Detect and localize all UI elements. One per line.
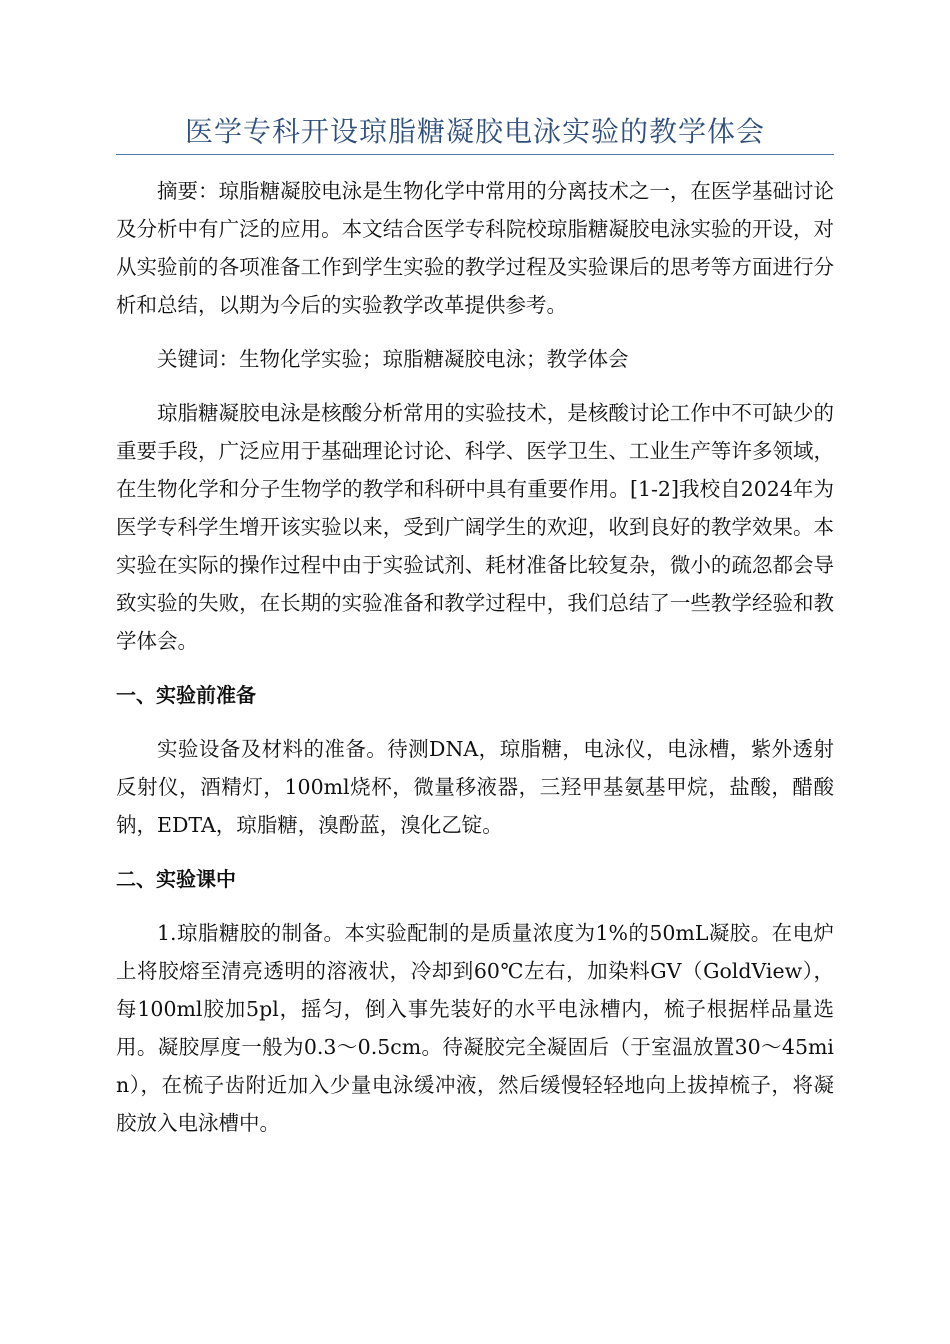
title-underline [116, 154, 834, 155]
preparation-paragraph: 实验设备及材料的准备。待测DNA，琼脂糖，电泳仪，电泳槽，紫外透射反射仪，酒精灯，100ml烧杯，微量移液器，三羟甲基氨基甲烷，盐酸，醋酸钠，EDTA，琼脂糖，溴酚蓝，溴化乙锭。 [116, 737, 834, 837]
intro-paragraph: 琼脂糖凝胶电泳是核酸分析常用的实验技术，是核酸讨论工作中不可缺少的重要手段，广泛应用于基础理论讨论、科学、医学卫生、工业生产等许多领域，在生物化学和分子生物学的教学和科研中具有重要作用。[1-2]我校自2024年为医学专科学生增开该实验以来，受到广阔学生的欢迎，收到良好的教学效果。本实验在实际的操作过程中由于实验试剂、耗材准备比较复杂，微小的疏忽都会导致实验的失败，在长期的实验准备和教学过程中，我们总结了一些教学经验和教学体会。 [116, 401, 834, 653]
abstract-paragraph: 摘要：琼脂糖凝胶电泳是生物化学中常用的分离技术之一，在医学基础讨论及分析中有广泛的应用。本文结合医学专科院校琼脂糖凝胶电泳实验的开设，对从实验前的各项准备工作到学生实验的教学过程及实验课后的思考等方面进行分析和总结，以期为今后的实验教学改革提供参考。 [116, 179, 834, 317]
keywords-paragraph: 关键词：生物化学实验；琼脂糖凝胶电泳；教学体会 [157, 347, 629, 371]
document-body [116, 172, 834, 1142]
document-title: 医学专科开设琼脂糖凝胶电泳实验的教学体会 [184, 115, 765, 148]
in-class-paragraph: 1.琼脂糖胶的制备。本实验配制的是质量浓度为1%的50mL凝胶。在电炉上将胶熔至清亮透明的溶液状，冷却到60℃左右，加染料GV（GoldView），每100ml胶加5pl，摇匀，倒入事先装好的水平电泳槽内，梳子根据样品量选用。凝胶厚度一般为0.3～0.5cm。待凝胶完全凝固后（于室温放置30～45min），在梳子齿附近加入少量电泳缓冲液，然后缓慢轻轻地向上拔掉梳子，将凝胶放入电泳槽中。 [116, 921, 834, 1135]
section-heading-preparation: 一、实验前准备 [116, 683, 256, 707]
section-heading-in-class: 二、实验课中 [116, 867, 236, 891]
